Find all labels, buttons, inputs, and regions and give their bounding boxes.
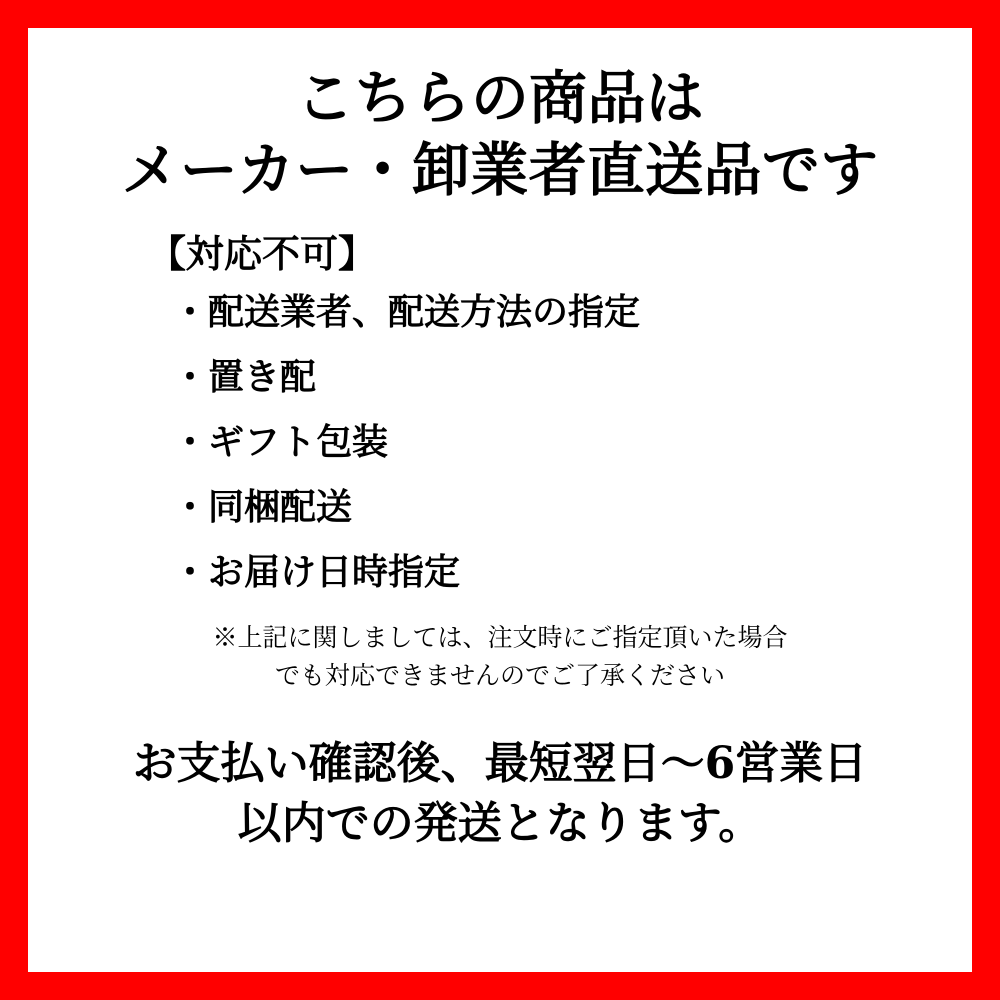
list-item: ・お届け日時指定 (172, 551, 461, 594)
list-item: ・配送業者、配送方法の指定 (172, 291, 641, 334)
shipping-footer-line-1: お支払い確認後、最短翌日〜6営業日 (132, 738, 868, 790)
notice-card (28, 28, 972, 972)
shipping-footer (56, 734, 944, 853)
headline (121, 64, 878, 205)
list-item: ・ギフト包装 (172, 421, 389, 464)
headline-line-2: メーカー・卸業者直送品です (121, 136, 879, 205)
disclaimer-note (56, 619, 944, 694)
shipping-footer-line-2: 以内での発送となります。 (237, 797, 763, 849)
list-item: ・同梱配送 (172, 486, 353, 529)
headline-line-1: こちらの商品は (295, 64, 705, 132)
disclaimer-note-line-1: ※上記に関しましては、注文時にご指定頂いた場合 (212, 623, 788, 653)
unsupported-section (56, 231, 944, 616)
section-title: 【対応不可】 (148, 230, 377, 276)
list-item: ・置き配 (172, 356, 317, 399)
unsupported-list (148, 290, 944, 595)
disclaimer-note-line-2: でも対応できませんのでご了承ください (274, 660, 725, 690)
